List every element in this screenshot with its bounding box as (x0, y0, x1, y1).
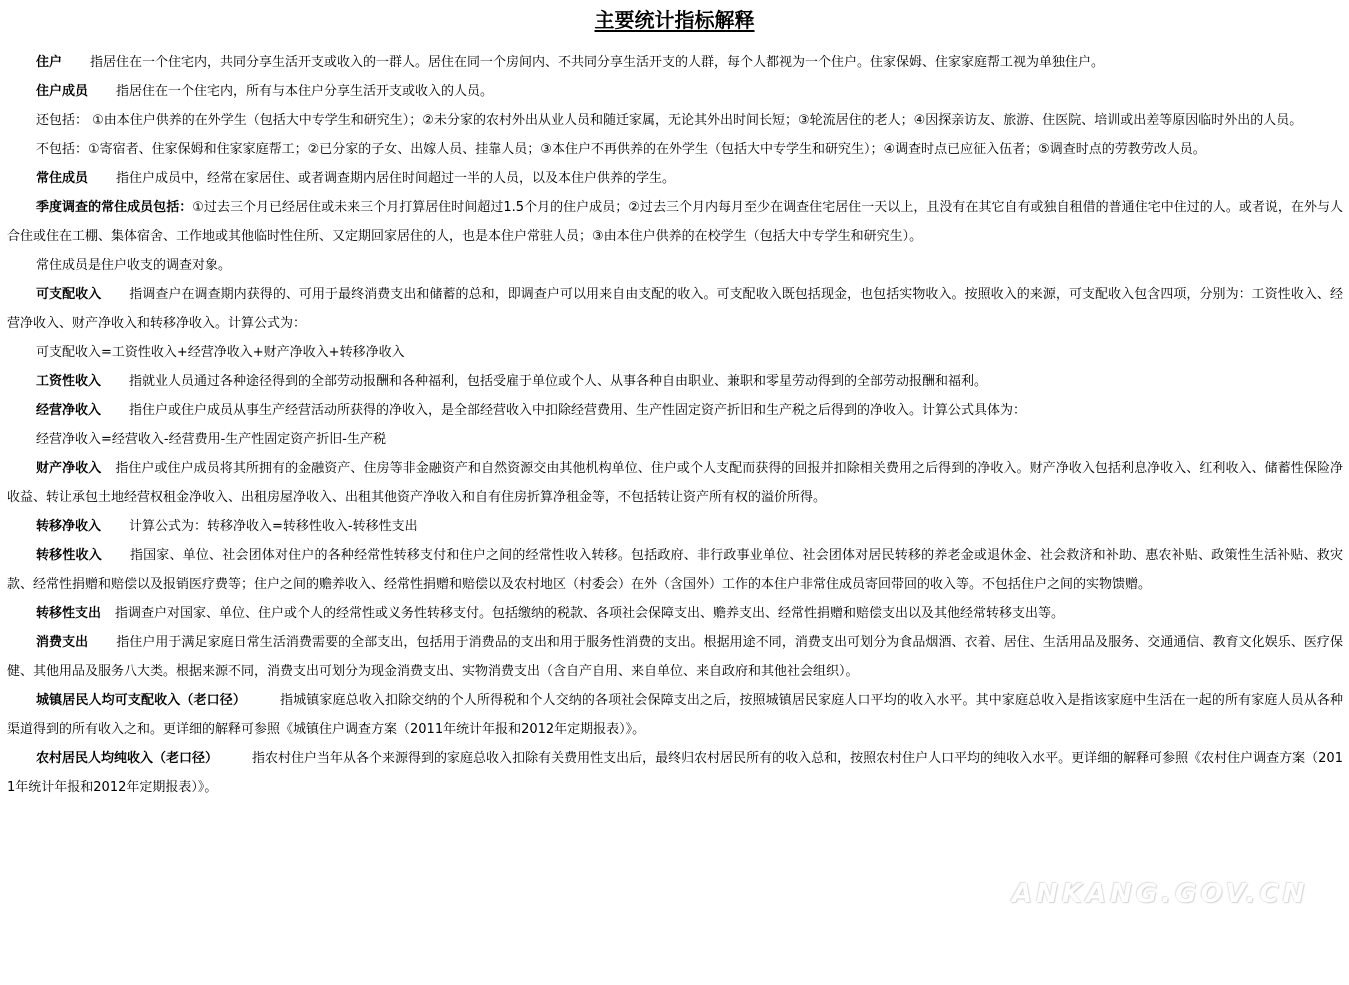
definition-text: 指住户或住户成员从事生产经营活动所获得的净收入，是全部经营收入中扣除经营费用、生产性固定资产折旧和生产税之后得到的净收入。计算公式具体为： (129, 403, 1027, 418)
definition-paragraph (7, 48, 1343, 77)
definition-text: 计算公式为：转移净收入=转移性收入-转移性支出 (129, 519, 418, 534)
definition-paragraph (7, 628, 1343, 686)
definition-text: 指调查户对国家、单位、住户或个人的经常性或义务性转移支付。包括缴纳的税款、各项社会保障支出、赡养支出、经常性捐赠和赔偿支出以及其他经常转移支出等。 (115, 606, 1065, 621)
definition-paragraph (7, 193, 1343, 251)
definition-paragraph (7, 599, 1343, 628)
term-label: 财产净收入 (36, 461, 102, 476)
definition-text: 不包括：①寄宿者、住家保姆和住家家庭帮工；②已分家的子女、出嫁人员、挂靠人员；③本住户不再供养的在外学生（包括大中专学生和研究生）；④调查时点已应征入伍者；⑤调查时点的劳教劳改人员。 (36, 142, 1206, 157)
term-label: 经营净收入 (36, 403, 102, 418)
definition-text: 指城镇家庭总收入扣除交纳的个人所得税和个人交纳的各项社会保障支出之后，按照城镇居民家庭人口平均的收入水平。其中家庭总收入是指该家庭中生活在一起的所有家庭人员从各种渠道得到的所有收入之和。更详细的解释可参照《城镇住户调查方案（2011年统计年报和2012年定期报表）》。 (7, 693, 1343, 737)
definition-text: 常住成员是住户收支的调查对象。 (36, 258, 232, 273)
term-label: 农村居民人均纯收入（老口径） (36, 751, 219, 766)
page-title (0, 6, 1349, 34)
page-title-text: 主要统计指标解释 (594, 8, 755, 32)
definition-paragraph (7, 280, 1343, 338)
term-label: 常住成员 (36, 171, 89, 186)
definition-text: 经营净收入=经营收入-经营费用-生产性固定资产折旧-生产税 (36, 432, 386, 447)
term-label: 转移性收入 (36, 548, 102, 563)
term-label: 住户 (36, 55, 63, 70)
definition-text: 指居住在一个住宅内，所有与本住户分享生活开支或收入的人员。 (116, 84, 494, 99)
definition-paragraph (7, 106, 1343, 135)
definition-paragraph (7, 454, 1343, 512)
definition-text: 指就业人员通过各种途径得到的全部劳动报酬和各种福利，包括受雇于单位或个人、从事各种自由职业、兼职和零星劳动得到的全部劳动报酬和福利。 (129, 374, 988, 389)
term-label: 转移性支出 (36, 606, 102, 621)
definition-text: 指农村住户当年从各个来源得到的家庭总收入扣除有关费用性支出后，最终归农村居民所有的收入总和，按照农村住户人口平均的纯收入水平。更详细的解释可参照《农村住户调查方案（2011年统计年报和2012年定期报表）》。 (7, 751, 1343, 795)
definition-text: ①过去三个月已经居住或未来三个月打算居住时间超过1.5个月的住户成员；②过去三个月内每月至少在调查住宅居住一天以上，且没有在其它自有或独自租借的普通住宅中住过的人。或者说，在外与人合住或住在工棚、集体宿舍、工作地或其他临时性住所、又定期回家居住的人，也是本住户常驻人员；③由本住户供养的在校学生（包括大中专学生和研究生）。 (7, 200, 1343, 244)
formula-line (7, 425, 1343, 454)
definition-text: 指调查户在调查期内获得的、可用于最终消费支出和储蓄的总和，即调查户可以用来自由支配的收入。可支配收入既包括现金，也包括实物收入。按照收入的来源，可支配收入包含四项，分别为：工资性收入、经营净收入、财产净收入和转移净收入。计算公式为： (7, 287, 1343, 331)
term-label: 转移净收入 (36, 519, 102, 534)
term-label: 季度调查的常住成员包括： (36, 200, 193, 215)
definition-paragraph (7, 367, 1343, 396)
term-label: 住户成员 (36, 84, 89, 99)
definition-paragraph (7, 396, 1343, 425)
definition-text: 可支配收入=工资性收入+经营净收入+财产净收入+转移净收入 (36, 345, 405, 360)
definition-paragraph (7, 512, 1343, 541)
definition-text: 指住户或住户成员将其所拥有的金融资产、住房等非金融资产和自然资源交由其他机构单位、住户或个人支配而获得的回报并扣除相关费用之后得到的净收入。财产净收入包括利息净收入、红利收入、储蓄性保险净收益、转让承包土地经营权租金净收入、出租房屋净收入、出租其他资产净收入和自有住房折算净租金等，不包括转让资产所有权的溢价所得。 (7, 461, 1343, 505)
definition-text: 指住户用于满足家庭日常生活消费需要的全部支出，包括用于消费品的支出和用于服务性消费的支出。根据用途不同，消费支出可划分为食品烟酒、衣着、居住、生活用品及服务、交通通信、教育文化娱乐、医疗保健、其他用品及服务八大类。根据来源不同，消费支出可划分为现金消费支出、实物消费支出（含自产自用、来自单位、来自政府和其他社会组织）。 (7, 635, 1343, 679)
term-label: 城镇居民人均可支配收入（老口径） (36, 693, 246, 708)
definition-paragraph (7, 77, 1343, 106)
definition-paragraph (7, 541, 1343, 599)
definition-paragraph (7, 251, 1343, 280)
term-label: 可支配收入 (36, 287, 102, 302)
definition-paragraph (7, 164, 1343, 193)
definition-text: 指国家、单位、社会团体对住户的各种经常性转移支付和住户之间的经常性收入转移。包括政府、非行政事业单位、社会团体对居民转移的养老金或退休金、社会救济和补助、惠农补贴、政策性生活补贴、救灾款、经常性捐赠和赔偿以及报销医疗费等；住户之间的赡养收入、经常性捐赠和赔偿以及农村地区（村委会）在外（含国外）工作的本住户非常住成员寄回带回的收入等。不包括住户之间的实物馈赠。 (7, 548, 1343, 592)
formula-line (7, 338, 1343, 367)
term-label: 工资性收入 (36, 374, 102, 389)
definition-text: 指住户成员中，经常在家居住、或者调查期内居住时间超过一半的人员，以及本住户供养的学生。 (116, 171, 676, 186)
definition-text: 还包括： ①由本住户供养的在外学生（包括大中专学生和研究生）；②未分家的农村外出从业人员和随迁家属，无论其外出时间长短；③轮流居住的老人；④因探亲访友、旅游、住医院、培训或出差等原因临时外出的人员。 (36, 113, 1303, 128)
definitions-body (7, 48, 1343, 802)
definition-paragraph (7, 686, 1343, 744)
definition-paragraph (7, 135, 1343, 164)
site-watermark: ANKANG.GOV.CN (1012, 879, 1309, 909)
definition-text: 指居住在一个住宅内，共同分享生活开支或收入的一群人。居住在同一个房间内、不共同分享生活开支的人群，每个人都视为一个住户。住家保姆、住家家庭帮工视为单独住户。 (90, 55, 1105, 70)
definition-paragraph (7, 744, 1343, 802)
term-label: 消费支出 (36, 635, 89, 650)
